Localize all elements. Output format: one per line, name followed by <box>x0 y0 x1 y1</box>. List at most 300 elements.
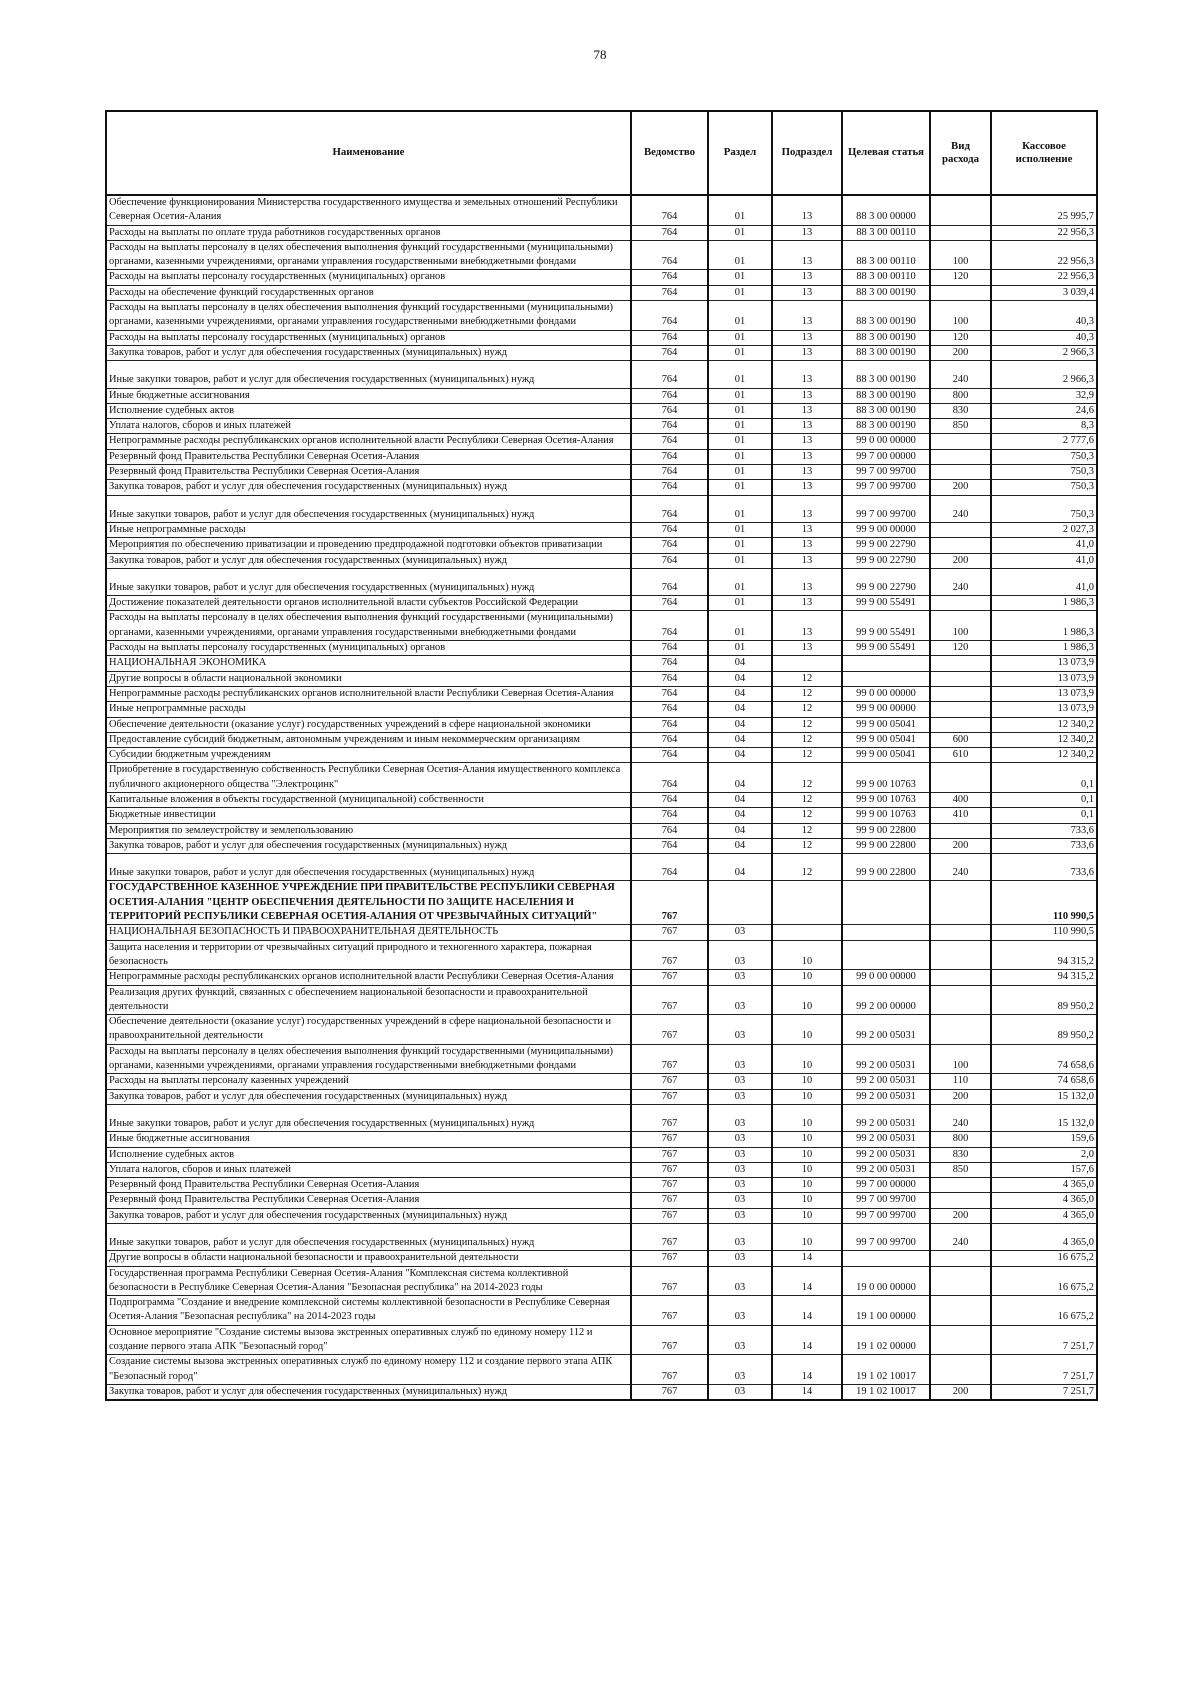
cell-name: Резервный фонд Правительства Республики Северная Осетия-Алания <box>106 1178 631 1193</box>
cell-subsection: 12 <box>772 732 842 747</box>
cell-dept: 764 <box>631 808 708 823</box>
cell-name: Капитальные вложения в объекты государственной (муниципальной) собственности <box>106 792 631 807</box>
cell-dept: 764 <box>631 854 708 881</box>
table-row <box>106 1104 1097 1131</box>
cell-exp-type <box>930 763 991 793</box>
cell-target: 99 9 00 05041 <box>842 717 930 732</box>
cell-name: Иные закупки товаров, работ и услуг для обеспечения государственных (муниципальных) нужд <box>106 361 631 388</box>
cell-amount: 41,0 <box>991 568 1097 595</box>
cell-section: 01 <box>708 419 772 434</box>
cell-target: 88 3 00 00190 <box>842 345 930 360</box>
cell-section: 04 <box>708 717 772 732</box>
cell-section: 04 <box>708 702 772 717</box>
cell-amount: 16 675,2 <box>991 1251 1097 1266</box>
cell-exp-type: 800 <box>930 388 991 403</box>
cell-exp-type: 100 <box>930 611 991 641</box>
cell-dept: 767 <box>631 1178 708 1193</box>
cell-amount: 89 950,2 <box>991 1015 1097 1045</box>
cell-subsection: 10 <box>772 1147 842 1162</box>
cell-dept: 767 <box>631 1104 708 1131</box>
cell-target: 99 9 00 22800 <box>842 838 930 853</box>
cell-exp-type <box>930 1251 991 1266</box>
cell-dept: 764 <box>631 345 708 360</box>
cell-exp-type <box>930 925 991 940</box>
cell-exp-type: 240 <box>930 1224 991 1251</box>
cell-section: 01 <box>708 449 772 464</box>
cell-exp-type <box>930 970 991 985</box>
cell-name: Исполнение судебных актов <box>106 403 631 418</box>
cell-target: 88 3 00 00190 <box>842 285 930 300</box>
cell-name: Достижение показателей деятельности органов исполнительной власти субъектов Российской Федерации <box>106 596 631 611</box>
cell-section: 01 <box>708 495 772 522</box>
cell-dept: 764 <box>631 596 708 611</box>
cell-target: 99 2 00 05031 <box>842 1074 930 1089</box>
cell-section: 01 <box>708 345 772 360</box>
cell-subsection: 13 <box>772 301 842 331</box>
cell-section: 03 <box>708 1015 772 1045</box>
cell-target: 99 9 00 10763 <box>842 792 930 807</box>
budget-table <box>105 110 1098 1401</box>
table-row <box>106 970 1097 985</box>
cell-subsection: 10 <box>772 940 842 970</box>
cell-amount: 22 956,3 <box>991 270 1097 285</box>
cell-section: 03 <box>708 970 772 985</box>
cell-amount: 4 365,0 <box>991 1224 1097 1251</box>
table-row <box>106 240 1097 270</box>
table-row <box>106 1044 1097 1074</box>
cell-target: 99 0 00 00000 <box>842 686 930 701</box>
table-row <box>106 823 1097 838</box>
cell-amount: 94 315,2 <box>991 940 1097 970</box>
cell-name: Закупка товаров, работ и услуг для обеспечения государственных (муниципальных) нужд <box>106 838 631 853</box>
cell-subsection: 10 <box>772 1015 842 1045</box>
cell-name: Непрограммные расходы республиканских органов исполнительной власти Республики Северная Осетия-Алания <box>106 970 631 985</box>
cell-section: 01 <box>708 553 772 568</box>
cell-target: 99 7 00 99700 <box>842 1193 930 1208</box>
cell-subsection: 12 <box>772 748 842 763</box>
cell-exp-type: 100 <box>930 240 991 270</box>
cell-amount: 15 132,0 <box>991 1104 1097 1131</box>
table-row <box>106 419 1097 434</box>
cell-amount: 733,6 <box>991 838 1097 853</box>
table-row <box>106 717 1097 732</box>
cell-exp-type: 240 <box>930 568 991 595</box>
cell-name: Закупка товаров, работ и услуг для обеспечения государственных (муниципальных) нужд <box>106 1089 631 1104</box>
cell-dept: 764 <box>631 495 708 522</box>
cell-section: 01 <box>708 301 772 331</box>
cell-dept: 764 <box>631 838 708 853</box>
cell-dept: 764 <box>631 763 708 793</box>
cell-amount: 22 956,3 <box>991 225 1097 240</box>
cell-exp-type: 200 <box>930 480 991 495</box>
cell-name: Государственная программа Республики Северная Осетия-Алания "Комплексная система коллективной безопасности в Республике Северная Осетия-Алания "Безопасная республика" на 2014-2023 годы <box>106 1266 631 1296</box>
cell-subsection: 13 <box>772 611 842 641</box>
cell-subsection: 14 <box>772 1251 842 1266</box>
cell-amount: 750,3 <box>991 465 1097 480</box>
cell-section: 03 <box>708 1325 772 1355</box>
cell-amount: 2 966,3 <box>991 361 1097 388</box>
cell-amount: 74 658,6 <box>991 1044 1097 1074</box>
cell-section: 03 <box>708 1178 772 1193</box>
cell-name: НАЦИОНАЛЬНАЯ ЭКОНОМИКА <box>106 656 631 671</box>
cell-name: Закупка товаров, работ и услуг для обеспечения государственных (муниципальных) нужд <box>106 480 631 495</box>
cell-dept: 764 <box>631 361 708 388</box>
cell-exp-type <box>930 1193 991 1208</box>
cell-section: 04 <box>708 808 772 823</box>
table-row <box>106 641 1097 656</box>
cell-dept: 764 <box>631 225 708 240</box>
cell-target: 88 3 00 00190 <box>842 403 930 418</box>
cell-amount: 13 073,9 <box>991 656 1097 671</box>
cell-target: 99 9 00 05041 <box>842 748 930 763</box>
cell-dept: 764 <box>631 702 708 717</box>
cell-name: Резервный фонд Правительства Республики Северная Осетия-Алания <box>106 1193 631 1208</box>
cell-exp-type <box>930 940 991 970</box>
cell-exp-type: 200 <box>930 838 991 853</box>
cell-exp-type: 240 <box>930 361 991 388</box>
table-row <box>106 495 1097 522</box>
cell-amount: 2 027,3 <box>991 522 1097 537</box>
cell-target: 99 0 00 00000 <box>842 970 930 985</box>
cell-target: 99 2 00 05031 <box>842 1147 930 1162</box>
cell-exp-type <box>930 823 991 838</box>
cell-amount: 22 956,3 <box>991 240 1097 270</box>
cell-dept: 767 <box>631 1193 708 1208</box>
cell-section: 01 <box>708 641 772 656</box>
cell-subsection: 14 <box>772 1325 842 1355</box>
cell-exp-type <box>930 881 991 925</box>
table-row <box>106 361 1097 388</box>
cell-dept: 767 <box>631 1208 708 1223</box>
cell-amount: 4 365,0 <box>991 1193 1097 1208</box>
cell-dept: 767 <box>631 1251 708 1266</box>
table-row <box>106 1224 1097 1251</box>
cell-dept: 764 <box>631 330 708 345</box>
cell-name: Непрограммные расходы республиканских органов исполнительной власти Республики Северная Осетия-Алания <box>106 686 631 701</box>
col-header-subsection: Подраздел <box>772 111 842 195</box>
cell-target: 99 7 00 99700 <box>842 465 930 480</box>
cell-subsection: 13 <box>772 361 842 388</box>
cell-amount: 8,3 <box>991 419 1097 434</box>
cell-subsection: 12 <box>772 854 842 881</box>
cell-subsection: 10 <box>772 1089 842 1104</box>
table-row <box>106 1384 1097 1400</box>
cell-target: 88 3 00 00110 <box>842 225 930 240</box>
table-row <box>106 985 1097 1015</box>
cell-exp-type <box>930 1296 991 1326</box>
cell-name: Расходы на выплаты по оплате труда работников государственных органов <box>106 225 631 240</box>
cell-target <box>842 671 930 686</box>
cell-subsection: 12 <box>772 717 842 732</box>
cell-dept: 764 <box>631 792 708 807</box>
cell-target: 99 7 00 00000 <box>842 449 930 464</box>
cell-exp-type: 200 <box>930 345 991 360</box>
cell-dept: 767 <box>631 881 708 925</box>
cell-section: 01 <box>708 195 772 225</box>
cell-target: 88 3 00 00110 <box>842 270 930 285</box>
table-row <box>106 854 1097 881</box>
cell-subsection: 10 <box>772 1193 842 1208</box>
table-row <box>106 522 1097 537</box>
cell-section: 04 <box>708 823 772 838</box>
cell-exp-type: 240 <box>930 495 991 522</box>
cell-exp-type: 120 <box>930 641 991 656</box>
cell-section: 03 <box>708 925 772 940</box>
cell-section: 04 <box>708 656 772 671</box>
cell-dept: 767 <box>631 1074 708 1089</box>
cell-target: 88 3 00 00190 <box>842 361 930 388</box>
cell-amount: 750,3 <box>991 495 1097 522</box>
cell-target: 99 2 00 05031 <box>842 1104 930 1131</box>
table-row <box>106 1015 1097 1045</box>
cell-target: 99 2 00 05031 <box>842 1044 930 1074</box>
cell-target: 99 9 00 00000 <box>842 702 930 717</box>
cell-subsection: 10 <box>772 1104 842 1131</box>
cell-exp-type <box>930 671 991 686</box>
cell-target: 99 7 00 99700 <box>842 495 930 522</box>
table-row <box>106 553 1097 568</box>
table-row <box>106 1074 1097 1089</box>
cell-exp-type: 830 <box>930 403 991 418</box>
cell-section: 03 <box>708 1251 772 1266</box>
cell-target: 88 3 00 00190 <box>842 330 930 345</box>
cell-target: 99 2 00 00000 <box>842 985 930 1015</box>
table-row <box>106 611 1097 641</box>
cell-name: Расходы на выплаты персоналу в целях обеспечения выполнения функций государственными (муниципальными) органами, казенными учреждениями, органами управления государственными внебюджетными фондами <box>106 301 631 331</box>
cell-name: Создание системы вызова экстренных оперативных служб по единому номеру 112 и создание первого этапа АПК "Безопасный город" <box>106 1355 631 1385</box>
cell-dept: 767 <box>631 1044 708 1074</box>
cell-section: 01 <box>708 388 772 403</box>
cell-exp-type <box>930 985 991 1015</box>
cell-subsection: 10 <box>772 985 842 1015</box>
cell-dept: 764 <box>631 717 708 732</box>
cell-amount: 7 251,7 <box>991 1384 1097 1400</box>
table-row <box>106 330 1097 345</box>
cell-subsection: 12 <box>772 808 842 823</box>
table-row <box>106 1296 1097 1326</box>
cell-target: 99 7 00 00000 <box>842 1178 930 1193</box>
cell-dept: 764 <box>631 465 708 480</box>
cell-amount: 25 995,7 <box>991 195 1097 225</box>
cell-exp-type <box>930 522 991 537</box>
cell-amount: 2,0 <box>991 1147 1097 1162</box>
col-header-dept: Ведомство <box>631 111 708 195</box>
cell-target: 19 0 00 00000 <box>842 1266 930 1296</box>
cell-subsection: 13 <box>772 345 842 360</box>
table-row <box>106 285 1097 300</box>
cell-target: 99 9 00 10763 <box>842 763 930 793</box>
table-row <box>106 686 1097 701</box>
cell-name: Расходы на обеспечение функций государственных органов <box>106 285 631 300</box>
cell-section: 01 <box>708 285 772 300</box>
cell-amount: 0,1 <box>991 763 1097 793</box>
cell-dept: 767 <box>631 925 708 940</box>
cell-amount: 157,6 <box>991 1162 1097 1177</box>
cell-subsection <box>772 656 842 671</box>
table-row <box>106 403 1097 418</box>
cell-section: 01 <box>708 596 772 611</box>
cell-exp-type <box>930 596 991 611</box>
cell-dept: 764 <box>631 301 708 331</box>
cell-subsection: 13 <box>772 285 842 300</box>
cell-name: Иные закупки товаров, работ и услуг для обеспечения государственных (муниципальных) нужд <box>106 1104 631 1131</box>
table-row <box>106 596 1097 611</box>
cell-section: 01 <box>708 465 772 480</box>
cell-name: Иные закупки товаров, работ и услуг для обеспечения государственных (муниципальных) нужд <box>106 1224 631 1251</box>
table-row <box>106 792 1097 807</box>
cell-section: 03 <box>708 1074 772 1089</box>
cell-target: 88 3 00 00000 <box>842 195 930 225</box>
cell-dept: 764 <box>631 686 708 701</box>
cell-subsection: 13 <box>772 522 842 537</box>
cell-amount: 2 966,3 <box>991 345 1097 360</box>
cell-name: НАЦИОНАЛЬНАЯ БЕЗОПАСНОСТЬ И ПРАВООХРАНИТЕЛЬНАЯ ДЕЯТЕЛЬНОСТЬ <box>106 925 631 940</box>
cell-name: Предоставление субсидий бюджетным, автономным учреждениям и иным некоммерческим организациям <box>106 732 631 747</box>
cell-name: Закупка товаров, работ и услуг для обеспечения государственных (муниципальных) нужд <box>106 1208 631 1223</box>
table-row <box>106 568 1097 595</box>
cell-exp-type: 600 <box>930 732 991 747</box>
cell-name: Расходы на выплаты персоналу государственных (муниципальных) органов <box>106 270 631 285</box>
cell-amount: 40,3 <box>991 330 1097 345</box>
cell-subsection: 10 <box>772 1132 842 1147</box>
cell-exp-type: 120 <box>930 270 991 285</box>
cell-section <box>708 881 772 925</box>
cell-section: 01 <box>708 240 772 270</box>
cell-exp-type: 850 <box>930 419 991 434</box>
cell-amount: 159,6 <box>991 1132 1097 1147</box>
cell-name: ГОСУДАРСТВЕННОЕ КАЗЕННОЕ УЧРЕЖДЕНИЕ ПРИ ПРАВИТЕЛЬСТВЕ РЕСПУБЛИКИ СЕВЕРНАЯ ОСЕТИЯ-АЛАНИЯ "ЦЕНТР ОБЕСПЕЧЕНИЯ ДЕЯТЕЛЬНОСТИ ПО ЗАЩИТЕ НАСЕЛЕНИЯ И ТЕРРИТОРИЙ РЕСПУБЛИКИ СЕВЕРНАЯ ОСЕТИЯ-АЛАНИЯ ОТ ЧРЕЗВЫЧАЙНЫХ СИТУАЦИЙ" <box>106 881 631 925</box>
cell-target: 99 9 00 05041 <box>842 732 930 747</box>
table-row <box>106 1355 1097 1385</box>
cell-section: 01 <box>708 225 772 240</box>
cell-name: Обеспечение деятельности (оказание услуг) государственных учреждений в сфере национальной экономики <box>106 717 631 732</box>
cell-exp-type <box>930 465 991 480</box>
cell-exp-type: 200 <box>930 1384 991 1400</box>
cell-exp-type <box>930 1178 991 1193</box>
cell-target: 19 1 00 00000 <box>842 1296 930 1326</box>
table-row <box>106 1193 1097 1208</box>
cell-target <box>842 656 930 671</box>
col-header-amount: Кассовое исполнение <box>991 111 1097 195</box>
cell-section: 01 <box>708 403 772 418</box>
cell-name: Иные бюджетные ассигнования <box>106 1132 631 1147</box>
cell-dept: 767 <box>631 970 708 985</box>
cell-name: Другие вопросы в области национальной экономики <box>106 671 631 686</box>
cell-dept: 764 <box>631 195 708 225</box>
cell-section: 03 <box>708 1104 772 1131</box>
table-row <box>106 1132 1097 1147</box>
cell-exp-type: 200 <box>930 1089 991 1104</box>
cell-name: Уплата налогов, сборов и иных платежей <box>106 419 631 434</box>
table-row <box>106 881 1097 925</box>
table-row <box>106 1147 1097 1162</box>
cell-name: Резервный фонд Правительства Республики Северная Осетия-Алания <box>106 465 631 480</box>
cell-exp-type: 120 <box>930 330 991 345</box>
table-row <box>106 732 1097 747</box>
cell-amount: 40,3 <box>991 301 1097 331</box>
cell-dept: 767 <box>631 1147 708 1162</box>
cell-target: 99 2 00 05031 <box>842 1132 930 1147</box>
cell-subsection: 12 <box>772 763 842 793</box>
cell-amount: 110 990,5 <box>991 881 1097 925</box>
cell-name: Защита населения и территории от чрезвычайных ситуаций природного и техногенного характера, пожарная безопасность <box>106 940 631 970</box>
cell-target: 19 1 02 10017 <box>842 1384 930 1400</box>
table-row <box>106 388 1097 403</box>
cell-name: Мероприятия по землеустройству и землепользованию <box>106 823 631 838</box>
cell-subsection: 13 <box>772 195 842 225</box>
col-header-name: Наименование <box>106 111 631 195</box>
cell-subsection: 13 <box>772 538 842 553</box>
cell-dept: 767 <box>631 1015 708 1045</box>
cell-exp-type: 200 <box>930 553 991 568</box>
cell-section: 03 <box>708 1355 772 1385</box>
cell-exp-type: 200 <box>930 1208 991 1223</box>
cell-target <box>842 1251 930 1266</box>
cell-subsection: 12 <box>772 686 842 701</box>
cell-dept: 767 <box>631 1162 708 1177</box>
table-row <box>106 748 1097 763</box>
cell-section: 03 <box>708 1266 772 1296</box>
table-row <box>106 925 1097 940</box>
cell-amount: 12 340,2 <box>991 732 1097 747</box>
cell-section: 03 <box>708 1089 772 1104</box>
cell-exp-type <box>930 1355 991 1385</box>
cell-dept: 764 <box>631 611 708 641</box>
cell-exp-type: 240 <box>930 1104 991 1131</box>
cell-dept: 764 <box>631 240 708 270</box>
cell-name: Мероприятия по обеспечению приватизации и проведению предпродажной подготовки объектов приватизации <box>106 538 631 553</box>
cell-name: Закупка товаров, работ и услуг для обеспечения государственных (муниципальных) нужд <box>106 1384 631 1400</box>
cell-exp-type: 850 <box>930 1162 991 1177</box>
cell-subsection: 14 <box>772 1266 842 1296</box>
cell-name: Закупка товаров, работ и услуг для обеспечения государственных (муниципальных) нужд <box>106 345 631 360</box>
cell-target: 99 7 00 99700 <box>842 480 930 495</box>
cell-exp-type: 400 <box>930 792 991 807</box>
cell-amount: 94 315,2 <box>991 970 1097 985</box>
col-header-target: Целевая статья <box>842 111 930 195</box>
cell-subsection: 13 <box>772 495 842 522</box>
table-row <box>106 345 1097 360</box>
cell-subsection: 13 <box>772 553 842 568</box>
table-row <box>106 480 1097 495</box>
cell-dept: 767 <box>631 1266 708 1296</box>
cell-section: 03 <box>708 1132 772 1147</box>
cell-amount: 750,3 <box>991 449 1097 464</box>
page-number: 78 <box>593 47 607 62</box>
cell-subsection: 13 <box>772 641 842 656</box>
cell-dept: 764 <box>631 568 708 595</box>
cell-dept: 764 <box>631 656 708 671</box>
cell-dept: 764 <box>631 434 708 449</box>
table-row <box>106 270 1097 285</box>
cell-target: 99 2 00 05031 <box>842 1015 930 1045</box>
cell-target <box>842 881 930 925</box>
cell-amount: 1 986,3 <box>991 641 1097 656</box>
cell-subsection: 10 <box>772 1162 842 1177</box>
cell-subsection: 14 <box>772 1296 842 1326</box>
cell-dept: 767 <box>631 985 708 1015</box>
cell-name: Основное мероприятие "Создание системы вызова экстренных оперативных служб по единому номеру 112 и создание первого этапа АПК "Безопасный город" <box>106 1325 631 1355</box>
cell-amount: 41,0 <box>991 538 1097 553</box>
cell-exp-type: 100 <box>930 1044 991 1074</box>
cell-target: 99 2 00 05031 <box>842 1162 930 1177</box>
cell-name: Резервный фонд Правительства Республики Северная Осетия-Алания <box>106 449 631 464</box>
cell-exp-type <box>930 656 991 671</box>
cell-amount: 7 251,7 <box>991 1355 1097 1385</box>
cell-exp-type: 240 <box>930 854 991 881</box>
cell-target: 99 9 00 22800 <box>842 823 930 838</box>
cell-amount: 16 675,2 <box>991 1296 1097 1326</box>
